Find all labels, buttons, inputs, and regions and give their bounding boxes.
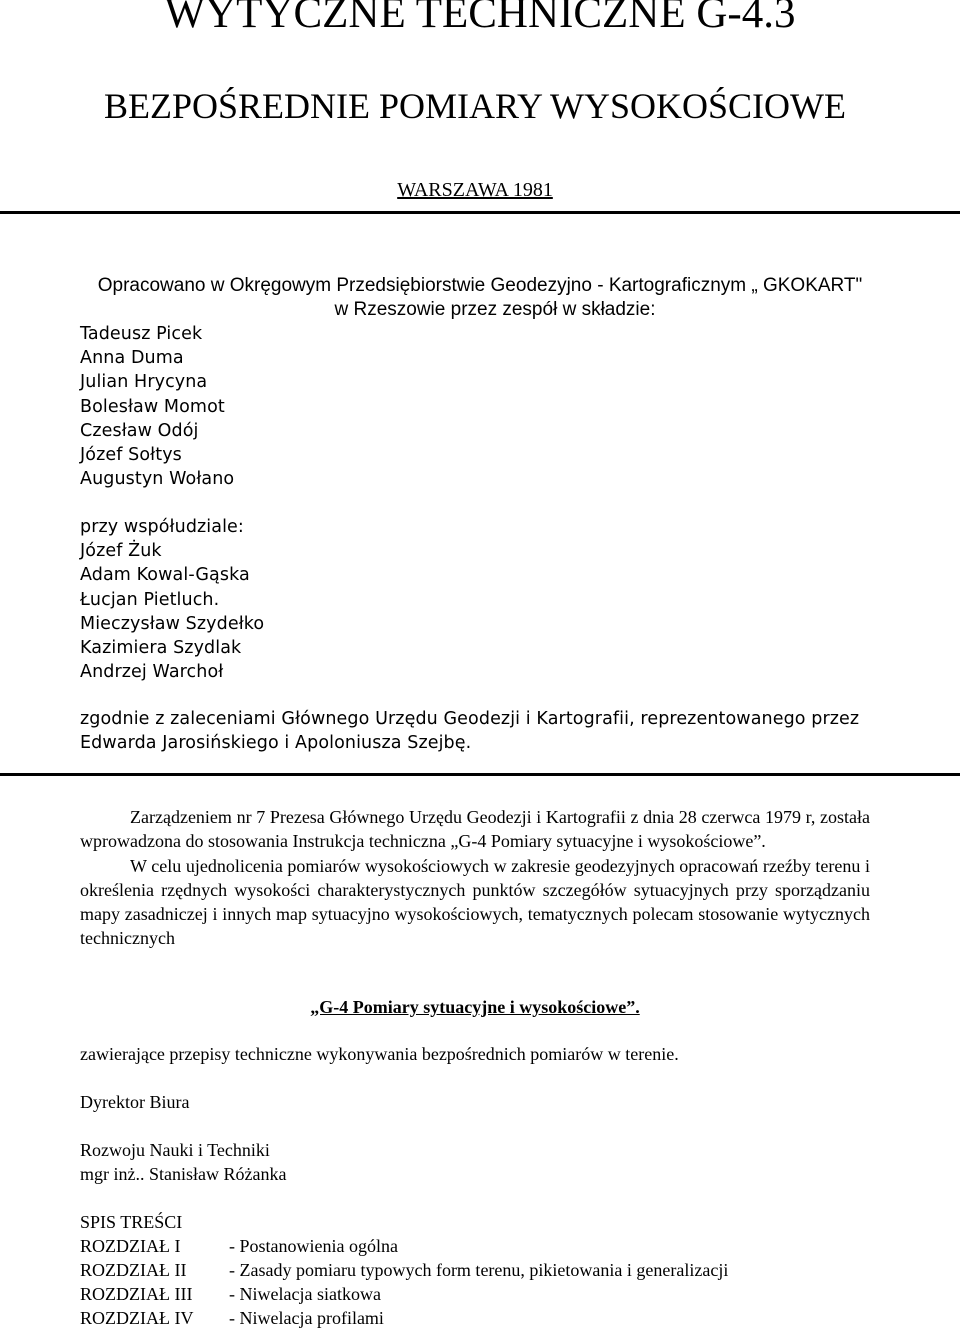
containing-text: zawierające przepisy techniczne wykonywania bezpośrednich pomiarów w terenie. [80, 1044, 679, 1064]
collaborator-name: Andrzej Warchoł [80, 662, 224, 683]
table-of-contents [80, 1234, 728, 1330]
toc-item [80, 1306, 728, 1330]
toc-chapter-title: - Niwelacja profilami [229, 1308, 384, 1328]
toc-item [80, 1234, 728, 1258]
author-name: Bolesław Momot [80, 396, 225, 417]
collaborator-name: Mieczysław Szydełko [80, 613, 265, 634]
toc-chapter-title: - Niwelacja siatkowa [229, 1284, 381, 1304]
collaborators-heading: przy współudziale: [80, 517, 244, 537]
author-name: Józef Sołtys [80, 445, 182, 466]
document-title: WYTYCZNE TECHNICZNE G-4.3 [164, 0, 796, 37]
collaborator-name: Adam Kowal-Gąska [80, 565, 250, 586]
instruction-title: „G-4 Pomiary sytuacyjne i wysokościowe”. [310, 997, 640, 1017]
director-office: Rozwoju Nauki i Techniki [80, 1140, 270, 1160]
toc-chapter: ROZDZIAŁ II [80, 1260, 187, 1280]
toc-chapter-title: - Postanowienia ogólna [229, 1236, 398, 1256]
director-title: Dyrektor Biura [80, 1092, 190, 1112]
toc-chapter: ROZDZIAŁ III [80, 1284, 193, 1304]
horizontal-rule [0, 211, 960, 214]
author-name: Anna Duma [80, 348, 184, 369]
author-name: Augustyn Wołano [80, 469, 235, 490]
document-subtitle: BEZPOŚREDNIE POMIARY WYSOKOŚCIOWE [103, 86, 847, 126]
toc-item [80, 1258, 728, 1282]
collaborators-list [80, 515, 264, 684]
author-name: Julian Hrycyna [80, 372, 208, 393]
collaborator-name: Kazimiera Szydlak [80, 638, 242, 659]
body-paragraph-2: W celu ujednolicenia pomiarów wysokościowych w zakresie geodezyjnych opracowań rzeźby terenu i określenia rzędnych wysokości charakterystycznych punktów szczegółów sytuacyjnych przy sporządzaniu mapy zasadniczej i innych map sytuacyjno wysokościowych, tematycznych polecam stosowanie wytycznych technicznych [80, 855, 870, 949]
toc-item [80, 1282, 728, 1306]
intro-text [80, 274, 880, 322]
accordance-line-1: zgodnie z zaleceniami Głównego Urzędu Geodezji i Kartografii, reprezentowanego przez [80, 709, 860, 729]
intro-line-2: w Rzeszowie przez zespół w składzie: [334, 299, 656, 320]
body-text [80, 805, 870, 951]
body-paragraph-1: Zarządzeniem nr 7 Prezesa Głównego Urzędu Geodezji i Kartografii z dnia 28 czerwca 1979 r, została wprowadzona do stosowania Instrukcja techniczna „G-4 Pomiary sytuacyjne i wysokościowe”. [80, 807, 870, 852]
toc-chapter: ROZDZIAŁ IV [80, 1308, 194, 1328]
authors-list [80, 322, 234, 491]
author-name: Czesław Odój [80, 420, 199, 441]
intro-line-1: Opracowano w Okręgowym Przedsiębiorstwie Geodezyjno - Kartograficznym „ GKOKART" [97, 275, 863, 296]
accordance-line-2: Edwarda Jarosińskiego i Apoloniusza Szejbę. [80, 733, 472, 754]
toc-chapter-title: - Zasady pomiaru typowych form terenu, pikietowania i generalizacji [229, 1260, 729, 1280]
toc-title: SPIS TREŚCI [80, 1212, 183, 1232]
accordance-text [80, 707, 880, 755]
place-year: WARSZAWA 1981 [397, 179, 553, 201]
collaborator-name: Józef Żuk [80, 541, 162, 562]
horizontal-rule [0, 773, 960, 776]
collaborator-name: Łucjan Pietluch. [80, 589, 220, 610]
toc-chapter: ROZDZIAŁ I [80, 1236, 181, 1256]
author-name: Tadeusz Picek [80, 324, 203, 344]
director-name: mgr inż.. Stanisław Różanka [80, 1164, 287, 1184]
